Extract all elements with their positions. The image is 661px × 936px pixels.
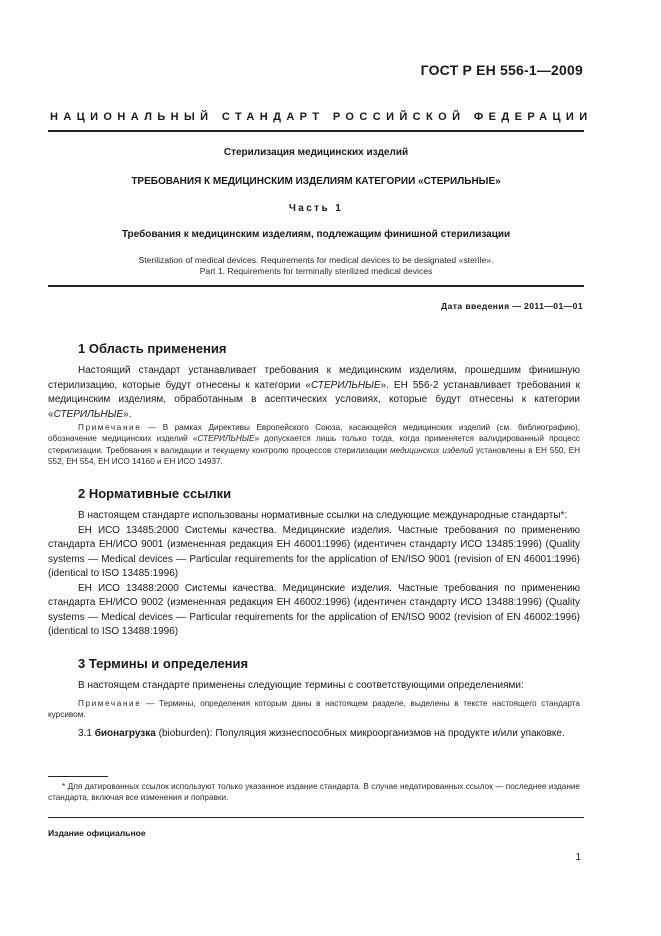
section1-note: Примечание — В рамках Директивы Европейского Союза, касающейся медицинских изделий (см. библиографию), обозначение медицинских изделий «СТЕРИЛЬНЫЕ» допускается лишь только тогда, когда применяется валидированный процесс стерилизации. Требования к валидации и текущему контролю процессов стерилизации медицинских изделий установлены в ЕН 550, ЕН 552, ЕН 554, ЕН ИСО 14160 и ЕН ИСО 14937. <box>48 423 581 467</box>
part-title: Требования к медицинским изделиям, подлежащим финишной стерилизации <box>121 229 511 240</box>
english-title <box>48 255 584 277</box>
section1-heading: 1 Область применения <box>78 341 227 356</box>
bottom-divider <box>48 817 584 818</box>
title-divider <box>48 285 584 287</box>
section3-heading: 3 Термины и определения <box>78 656 249 671</box>
footnote-divider <box>48 776 108 777</box>
document-subtitle: Стерилизация медицинских изделий <box>223 147 409 158</box>
term-bioburden: бионагрузка <box>94 728 156 739</box>
standard-number: ГОСТ Р ЕН 556-1—2009 <box>420 62 583 78</box>
introduction-date: Дата введения — 2011—01—01 <box>441 301 583 311</box>
note-label: Примечание <box>78 699 142 708</box>
document-title: ТРЕБОВАНИЯ К МЕДИЦИНСКИМ ИЗДЕЛИЯМ КАТЕГОРИИ «СТЕРИЛЬНЫЕ» <box>131 176 501 187</box>
national-standard-banner: НАЦИОНАЛЬНЫЙ СТАНДАРТ РОССИЙСКОЙ ФЕДЕРАЦИИ <box>50 111 593 123</box>
section2-heading: 2 Нормативные ссылки <box>78 486 232 501</box>
english-title-line1: Sterilization of medical devices. Requirements for medical devices to be designated «sterile». <box>138 255 494 265</box>
page-number: 1 <box>575 852 581 863</box>
edition-label: Издание официальное <box>48 828 146 838</box>
section1-paragraph: Настоящий стандарт устанавливает требования к медицинским изделиям, прошедшим финишную стерилизацию, которые будут отнесены к категории «СТЕРИЛЬНЫЕ». ЕН 556-2 устанавливает требования к медицинским изделиям, обработанным в асептических условиях, которые будут отнесены к категории «СТЕРИЛЬНЫЕ». <box>48 365 580 420</box>
footnote: * Для датированных ссылок используют только указанное издание стандарта. В случае недатированных ссылок — последнее издание стандарта, включая все изменения и поправки. <box>48 782 580 803</box>
part-label: Часть 1 <box>288 203 344 214</box>
normative-reference-1: ЕН ИСО 13485:2000 Системы качества. Медицинские изделия. Частные требования по применению стандарта ЕН/ИСО 9001 (измененная редакция ЕН 46001:1996) (идентичен стандарту ИСО 13485:1996) (Quality systems — Medical devices — Particular requirements for the application of EN/ISO 9001 (revision of EN 46001:1996) (identical to ISO 13485:1996) <box>48 524 580 579</box>
term-definition: 3.1 бионагрузка (bioburden): Популяция жизнеспособных микроорганизмов на продукте и/или упаковке. <box>78 728 565 739</box>
section2-body <box>48 509 580 640</box>
top-divider <box>48 130 584 132</box>
note-label: Примечание <box>78 423 142 432</box>
section2-intro: В настоящем стандарте использованы нормативные ссылки на следующие международные стандарты*: <box>78 510 568 521</box>
section3-note: Примечание — Термины, определения которым даны в настоящем разделе, выделены в тексте настоящего стандарта курсивом. <box>48 699 580 720</box>
section3-intro: В настоящем стандарте применены следующие термины с соответствующими определениями: <box>78 680 524 691</box>
english-title-line2: Part 1. Requirements for terminally sterilized medical devices <box>199 266 433 276</box>
normative-reference-2: ЕН ИСО 13488:2000 Системы качества. Медицинские изделия. Частные требования по применению стандарта ЕН/ИСО 9002 (измененная редакция ЕН 46002:1996) (идентичен стандарту ИСО 13488:1996) (Quality systems — Medical devices — Particular requirements for the application of EN/ISO 9002 (revision of EN 46002:1996) (identical to ISO 13488:1996) <box>48 582 580 637</box>
